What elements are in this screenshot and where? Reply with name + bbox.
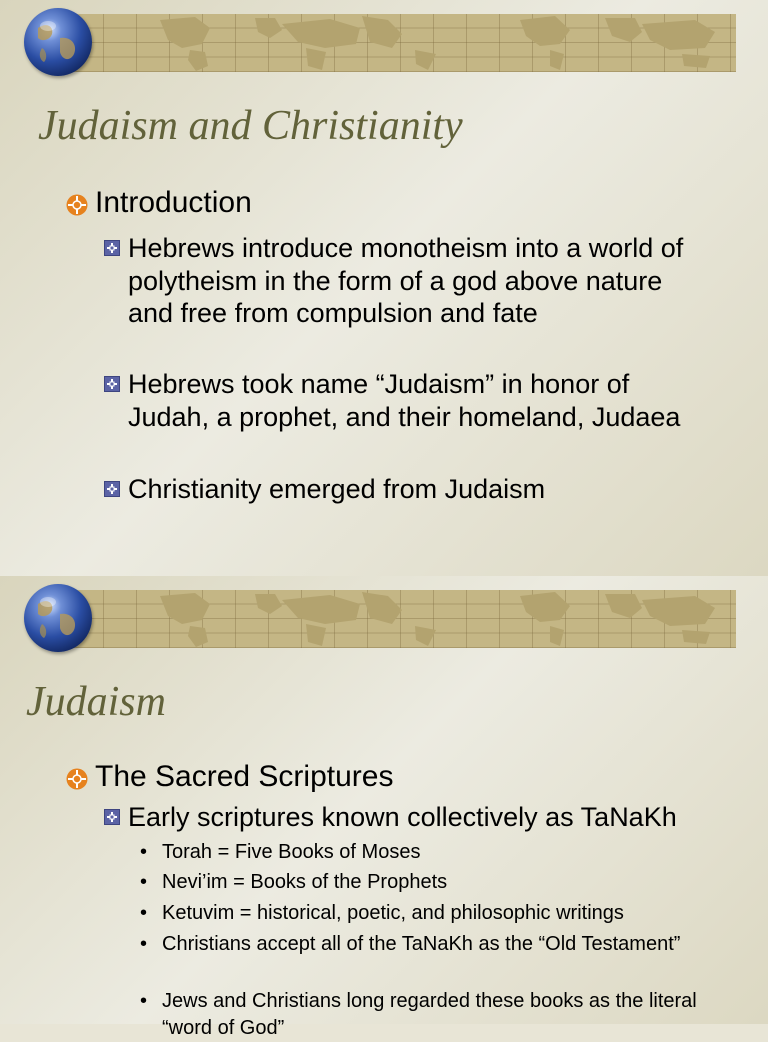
- sub-bullet-item: [140, 988, 710, 1042]
- sub-bullet-item: [140, 931, 710, 958]
- bullet-text: Early scriptures known collectively as TaNaKh: [128, 802, 677, 832]
- bullet-item: [104, 368, 704, 433]
- world-map-banner: [70, 590, 736, 648]
- sub-bullet-text: Torah = Five Books of Moses: [162, 841, 421, 863]
- bullet-text: Hebrews took name “Judaism” in honor of Judah, a prophet, and their homeland, Judaea: [128, 369, 681, 432]
- sub-bullet-item: [140, 839, 710, 866]
- globe-icon: [24, 584, 92, 652]
- dot-bullet-icon: •: [140, 990, 148, 1012]
- bullet-item: [104, 232, 704, 330]
- square-plus-bullet-icon: [104, 809, 120, 825]
- sub-bullet-text: Ketuvim = historical, poetic, and philosophic writings: [162, 902, 624, 924]
- bullet-item: [104, 801, 704, 834]
- world-map-banner: [70, 14, 736, 72]
- dot-bullet-icon: •: [140, 871, 148, 893]
- bullet-text: Hebrews introduce monotheism into a world of polytheism in the form of a god above nature and free from compulsion and fate: [128, 233, 684, 328]
- slide-title: Judaism: [26, 679, 166, 725]
- square-plus-bullet-icon: [104, 481, 120, 497]
- circle-crosshair-bullet-icon: [66, 768, 88, 790]
- square-plus-bullet-icon: [104, 240, 120, 256]
- dot-bullet-icon: •: [140, 841, 148, 863]
- heading-text: The Sacred Scriptures: [95, 760, 394, 793]
- dot-bullet-icon: •: [140, 902, 148, 924]
- sub-bullet-text: Nevi’im = Books of the Prophets: [162, 871, 448, 893]
- sub-bullet-text: Jews and Christians long regarded these books as the literal “word of God”: [162, 990, 697, 1039]
- dot-bullet-icon: •: [140, 933, 148, 955]
- circle-crosshair-bullet-icon: [66, 194, 88, 216]
- bullet-text: Christianity emerged from Judaism: [128, 474, 546, 504]
- sub-bullet-item: [140, 869, 710, 896]
- sub-bullet-text: Christians accept all of the TaNaKh as the “Old Testament”: [162, 933, 681, 955]
- square-plus-bullet-icon: [104, 376, 120, 392]
- heading-text: Introduction: [95, 186, 252, 219]
- bullet-item: [104, 473, 704, 506]
- globe-icon: [24, 8, 92, 76]
- slide-2: [0, 576, 768, 1039]
- sub-bullet-item: [140, 900, 710, 927]
- slide-title: Judaism and Christianity: [38, 103, 463, 149]
